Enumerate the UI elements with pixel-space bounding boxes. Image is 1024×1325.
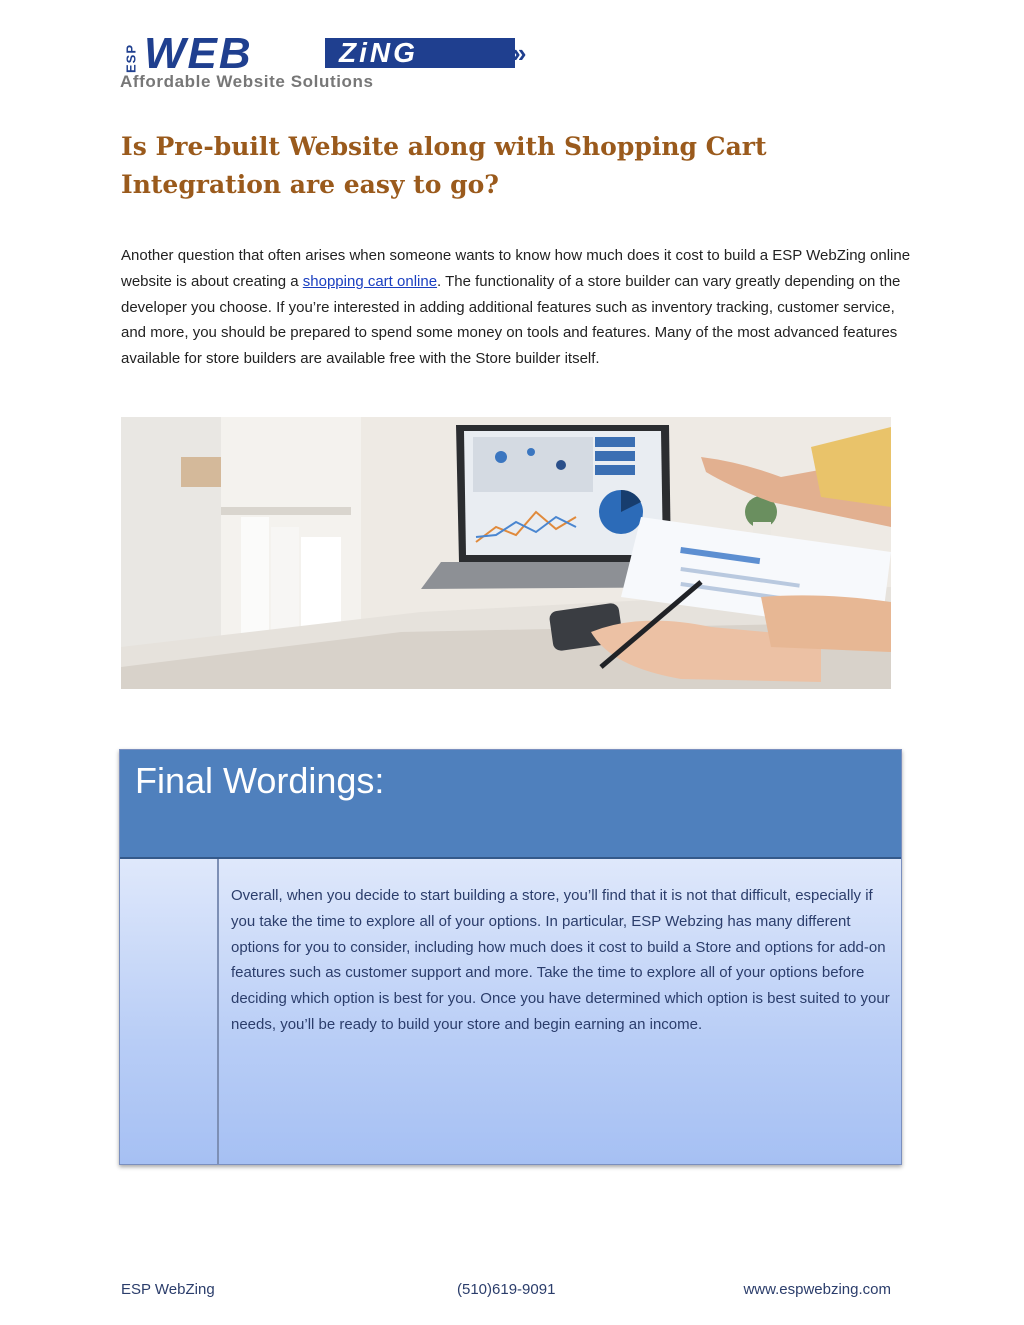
paragraph-text-end: . The functionality of a store builder can vary greatly depending on the developer you choose. If you’re interested in adding additional features such as inventory tracking, customer service, and more, you should be prepared to spend some money on tools and features. Many of the most advanced features available for store builders are available free with the Store builder itself.: [121, 272, 901, 368]
logo-arrows-icon: »: [512, 38, 527, 68]
photo-illustration: [121, 417, 891, 689]
heading-line-1: Is Pre-built Website along with Shopping Cart: [121, 132, 767, 161]
page-footer: [121, 1281, 891, 1301]
final-wordings-box: [119, 749, 902, 1165]
footer-phone: (510)619-9091: [457, 1281, 556, 1298]
footer-website: www.espwebzing.com: [743, 1281, 891, 1298]
shopping-cart-link[interactable]: shopping cart online: [302, 272, 438, 290]
final-box-divider: [217, 859, 219, 1164]
logo-web-text: WEB: [144, 29, 253, 78]
final-box-body: [120, 859, 901, 1164]
final-box-header: [120, 750, 901, 859]
company-logo: [120, 29, 560, 92]
final-box-text: Overall, when you decide to start building a store, you’ll find that it is not that difficult, especially if you take the time to explore all of your options. In particular, ESP Webzing has many different options for you to consider, including how much does it cost to build a Store and options for add-on features such as customer support and more. Take the time to explore all of your options before deciding which option is best for you. Once you have determined which option is best suited to your needs, you’ll be ready to build your store and begin earning an income.: [231, 887, 890, 1033]
article-heading: [121, 128, 821, 204]
office-laptop-photo: [121, 417, 891, 689]
footer-company: ESP WebZing: [121, 1281, 215, 1298]
logo-zing-text: ZiNG: [325, 38, 515, 68]
paragraph-text-start: Another question that often arises when someone wants to know how much does it cost to build a ESP WebZing online website is about creating a: [121, 247, 911, 290]
logo-esp-text: ESP: [120, 36, 142, 80]
intro-paragraph: [121, 243, 911, 372]
final-box-title: Final Wordings:: [135, 760, 385, 801]
heading-line-2: Integration are easy to go?: [121, 170, 499, 199]
logo-tagline: Affordable Website Solutions: [120, 72, 374, 91]
